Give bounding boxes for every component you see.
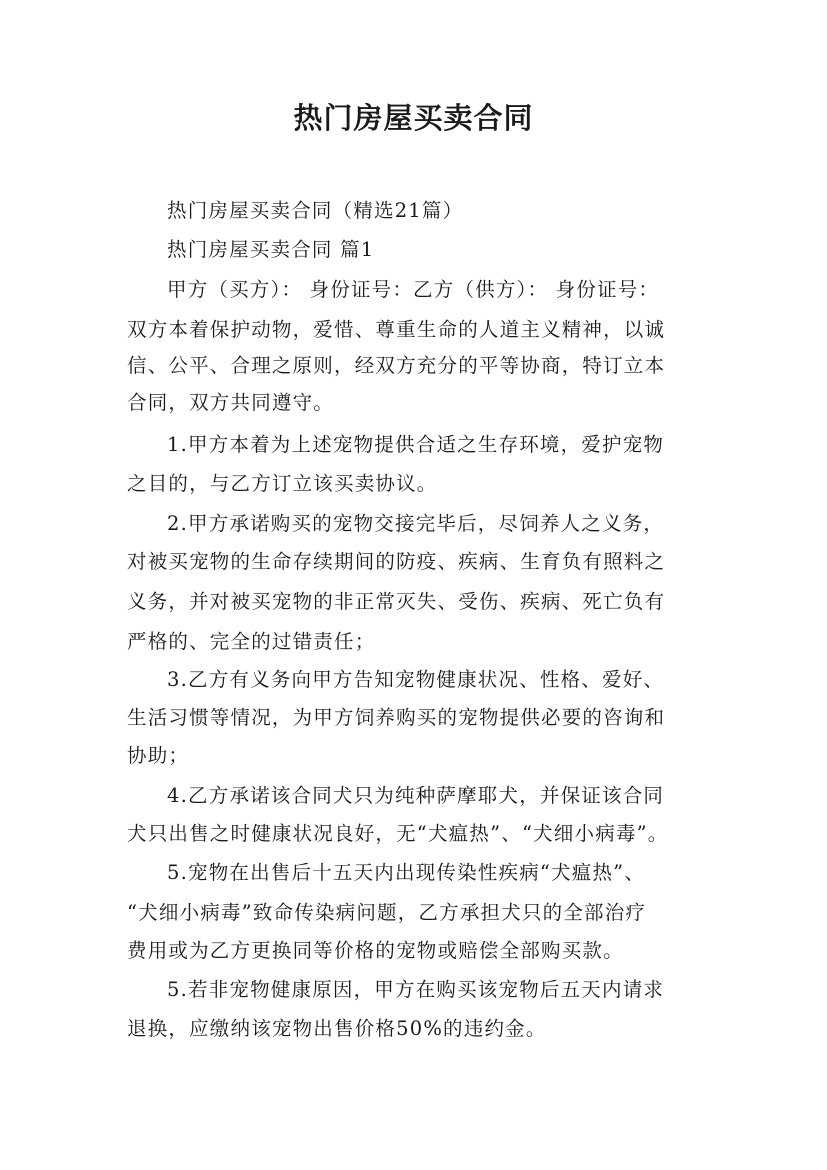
paragraph-line: 协助； bbox=[127, 744, 190, 767]
paragraph-line: 双方本着保护动物，爱惜、尊重生命的人道主义精神，以诚 bbox=[127, 318, 666, 341]
clause-1-line: 1.甲方本着为上述宠物提供合适之生存环境，爱护宠物 bbox=[167, 433, 665, 456]
paragraph-line: 严格的、完全的过错责任； bbox=[127, 630, 376, 653]
clause-4-line: 4.乙方承诺该合同犬只为纯种萨摩耶犬，并保证该合同 bbox=[167, 784, 665, 807]
clause-5b-line: 5.若非宠物健康原因，甲方在购买该宠物后五天内请求 bbox=[167, 978, 665, 1001]
document-title: 热门房屋买卖合同 bbox=[293, 101, 534, 135]
section-heading: 热门房屋买卖合同 篇1 bbox=[167, 238, 375, 261]
paragraph-line: 犬只出售之时健康状况良好，无“犬瘟热”、“犬细小病毒”。 bbox=[127, 822, 669, 845]
parties-line: 甲方（买方）： 身份证号：乙方（供方）： 身份证号： bbox=[167, 278, 660, 301]
paragraph-line: 信、公平、合理之原则，经双方充分的平等协商，特订立本 bbox=[127, 354, 666, 377]
clause-5-line: 5.宠物在出售后十五天内出现传染性疾病“犬瘟热”、 bbox=[167, 861, 646, 884]
clause-3-line: 3.乙方有义务向甲方告知宠物健康状况、性格、爱好、 bbox=[167, 668, 665, 691]
paragraph-line: 义务，并对被买宠物的非正常灭失、受伤、疾病、死亡负有 bbox=[127, 590, 666, 613]
subtitle-line: 热门房屋买卖合同（精选21篇） bbox=[167, 199, 464, 222]
clause-2-line: 2.甲方承诺购买的宠物交接完毕后，尽饲养人之义务， bbox=[167, 512, 665, 535]
paragraph-line: 退换，应缴纳该宠物出售价格50%的违约金。 bbox=[127, 1017, 547, 1040]
paragraph-line: 费用或为乙方更换同等价格的宠物或赔偿全部购买款。 bbox=[127, 939, 624, 962]
paragraph-line: 对被买宠物的生命存续期间的防疫、疾病、生育负有照料之 bbox=[127, 550, 666, 573]
paragraph-line: “犬细小病毒”致命传染病问题，乙方承担犬只的全部治疗 bbox=[127, 901, 647, 924]
paragraph-line: 之目的，与乙方订立该买卖协议。 bbox=[127, 472, 438, 495]
paragraph-line: 合同，双方共同遵守。 bbox=[127, 391, 335, 414]
paragraph-line: 生活习惯等情况，为甲方饲养购买的宠物提供必要的咨询和 bbox=[127, 706, 666, 729]
